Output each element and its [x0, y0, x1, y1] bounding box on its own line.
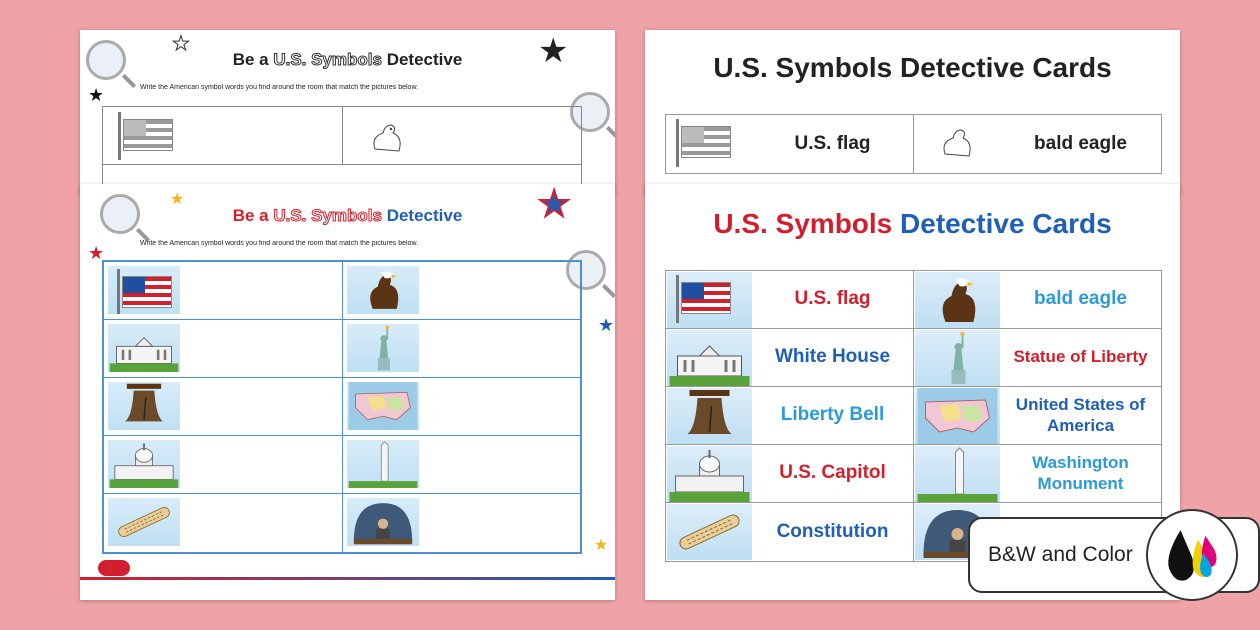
flag-icon [681, 126, 731, 158]
declaration-icon [347, 498, 419, 546]
eagle-icon [367, 119, 407, 157]
star-icon: ★ [538, 32, 569, 70]
table-row [666, 387, 1161, 445]
flag-icon [123, 119, 173, 151]
card [666, 445, 914, 502]
star-icon: ★ [88, 85, 105, 105]
card-label: bald eagle [1034, 288, 1127, 310]
card [914, 387, 1161, 444]
card-picture [667, 272, 752, 328]
star-icon: ★ [594, 537, 609, 554]
star-icon: ★ [598, 315, 615, 335]
star-icon: ★ [538, 184, 571, 224]
worksheet-picture [347, 440, 419, 488]
flag-shape [681, 282, 731, 314]
eagle-icon [937, 124, 977, 162]
eagle-icon [347, 266, 419, 314]
table-row [666, 445, 1161, 503]
card [914, 329, 1161, 386]
worksheet-picture [108, 324, 180, 372]
capitol-icon [108, 440, 180, 488]
card [914, 271, 1161, 328]
card-label: U.S. Capitol [779, 462, 886, 484]
liberty-bell-icon [108, 382, 180, 430]
worksheet-cell [104, 378, 343, 435]
star-icon: ★ [88, 243, 105, 263]
card-label: Liberty Bell [780, 404, 885, 426]
table-row [104, 262, 580, 320]
card [914, 115, 1161, 173]
card [914, 445, 1161, 502]
worksheet-picture [108, 266, 180, 314]
worksheet-cell [343, 262, 581, 319]
table-row [104, 494, 580, 552]
us-map-icon [347, 382, 419, 430]
worksheet-grid [102, 260, 582, 554]
table-row [666, 329, 1161, 387]
worksheet-bw-preview [80, 30, 615, 195]
bw-and-color-badge [968, 517, 1260, 593]
table-row [103, 107, 581, 165]
worksheet-color [80, 184, 615, 600]
card [666, 329, 914, 386]
worksheet-picture [347, 382, 419, 430]
washington-monument-icon [915, 446, 1000, 502]
star-icon: ★ [172, 33, 190, 55]
worksheet-picture [108, 440, 180, 488]
statue-of-liberty-icon [347, 324, 419, 372]
worksheet-instructions: Write the American symbol words you find around the room that match the pictures below. [140, 240, 419, 247]
washington-monument-icon [347, 440, 419, 488]
cards-bw-preview [645, 30, 1180, 195]
flag-icon [667, 272, 752, 328]
capitol-icon [667, 446, 752, 502]
star-icon: ★ [170, 191, 185, 208]
flag-shape [122, 276, 172, 308]
worksheet-bw-title: Be a U.S. Symbols Detective [232, 50, 463, 69]
card-picture [915, 272, 1000, 328]
white-house-icon [108, 324, 180, 372]
card-picture [915, 330, 1000, 386]
worksheet-picture [108, 498, 180, 546]
worksheet-picture [108, 382, 180, 430]
worksheet-bw-instructions: Write the American symbol words you find around the room that match the pictures below. [140, 84, 419, 91]
us-map-icon [915, 388, 1000, 444]
white-house-icon [667, 330, 752, 386]
card [666, 115, 914, 173]
card-label: Constitution [776, 520, 889, 542]
card-label: U.S. flag [794, 288, 871, 310]
card-label: Statue of Liberty [1013, 347, 1148, 367]
table-row [666, 115, 1161, 173]
worksheet-cell [343, 494, 581, 552]
worksheet-bw-grid [102, 106, 582, 195]
table-row [104, 378, 580, 436]
cards-bw-title: U.S. Symbols Detective Cards [713, 52, 1112, 83]
card-label: bald eagle [1034, 132, 1127, 154]
worksheet-title: Be a U.S. Symbols Detective [232, 206, 463, 225]
constitution-icon [667, 504, 752, 560]
card-label: U.S. flag [794, 132, 871, 154]
card-picture [667, 388, 752, 444]
worksheet-cell [343, 320, 581, 377]
worksheet-footer-bar [80, 577, 615, 580]
worksheet-picture [347, 266, 419, 314]
worksheet-cell [104, 320, 343, 377]
statue-of-liberty-icon [915, 330, 1000, 386]
liberty-bell-icon [667, 388, 752, 444]
table-row [104, 320, 580, 378]
card-picture [915, 446, 1000, 502]
table-row [104, 436, 580, 494]
worksheet-cell [343, 436, 581, 493]
card-picture [667, 330, 752, 386]
cards-bw-grid [665, 114, 1162, 174]
worksheet-cell [343, 378, 581, 435]
card-picture [667, 504, 752, 560]
card-label: United States of America [1015, 395, 1146, 435]
worksheet-cell [104, 436, 343, 493]
table-row [666, 271, 1161, 329]
constitution-icon [108, 498, 180, 546]
card [666, 503, 914, 561]
worksheet-cell [104, 494, 343, 552]
eagle-icon [915, 272, 1000, 328]
worksheet-picture [347, 324, 419, 372]
card [666, 387, 914, 444]
worksheet-cell [104, 262, 343, 319]
worksheet-picture [347, 498, 419, 546]
ink-drops-icon [1146, 509, 1238, 601]
cards-title: U.S. Symbols Detective Cards [713, 208, 1112, 239]
flag-icon [108, 266, 180, 314]
card-label: White House [774, 346, 891, 368]
card-picture [667, 446, 752, 502]
badge-label: B&W and Color [988, 543, 1133, 566]
publisher-logo [98, 560, 130, 576]
card-label: Washington Monument [1032, 453, 1129, 493]
card-picture [915, 388, 1000, 444]
card [666, 271, 914, 328]
